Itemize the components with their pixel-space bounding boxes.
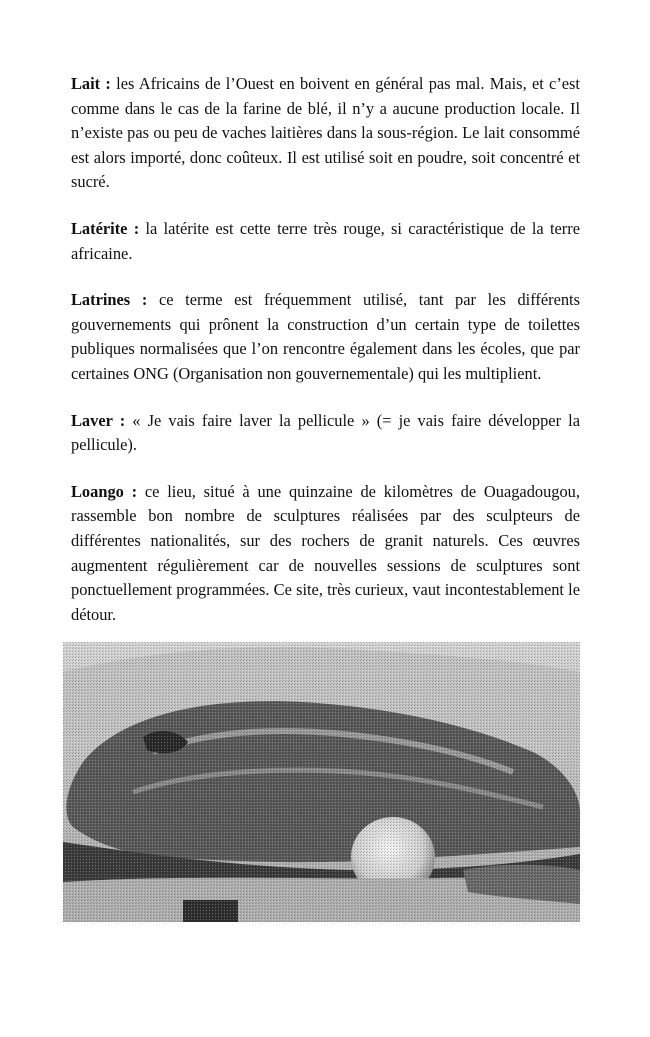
definition-laver: « Je vais faire laver la pellicule » (= je vais faire développer la pellicule).: [71, 410, 580, 455]
term-lait: Lait :: [71, 74, 111, 93]
definition-loango: ce lieu, situé à une quinzaine de kilomètres de Ouagadougou, rassemble bon nombre de sculptures réalisées par des sculpteurs de différentes nationalités, sur des rochers de granit naturels. Ces œuvres augmentent régulièrement car de nouvelles sessions de sculptures sont ponctuellement programmées. Ce site, très curieux, vaut incontestablement le détour.: [71, 481, 580, 624]
term-laterite: Latérite :: [71, 218, 140, 238]
sculpture-photo-image: [63, 642, 580, 922]
definition-latrines: ce terme est fréquemment utilisé, tant par les différents gouvernements qui prônent la construction d’un certain type de toilettes publiques normalisées que l’on rencontre également dans les écoles, que par certaines ONG (Organisation non gouvernementale) qui les multiplient.: [71, 290, 580, 383]
sculpture-photo: [63, 642, 580, 922]
term-loango: Loango :: [71, 481, 138, 501]
term-laver: Laver :: [71, 410, 126, 430]
glossary-page: [71, 72, 580, 649]
entry-lait: [71, 72, 580, 195]
entry-latrines: [71, 288, 580, 386]
entry-loango: [71, 480, 580, 628]
definition-laterite: la latérite est cette terre très rouge, si caractéristique de la terre africaine.: [71, 218, 580, 263]
definition-lait: les Africains de l’Ouest en boivent en général pas mal. Mais, et c’est comme dans le cas de la farine de blé, il n’y a aucune production locale. Il n’existe pas ou peu de vaches laitières dans la sous-région. Le lait consommé est alors importé, donc coûteux. Il est utilisé soit en poudre, soit concentré et sucré.: [71, 74, 580, 192]
entry-laterite: [71, 217, 580, 266]
term-latrines: Latrines :: [71, 290, 148, 310]
entry-laver: [71, 409, 580, 458]
